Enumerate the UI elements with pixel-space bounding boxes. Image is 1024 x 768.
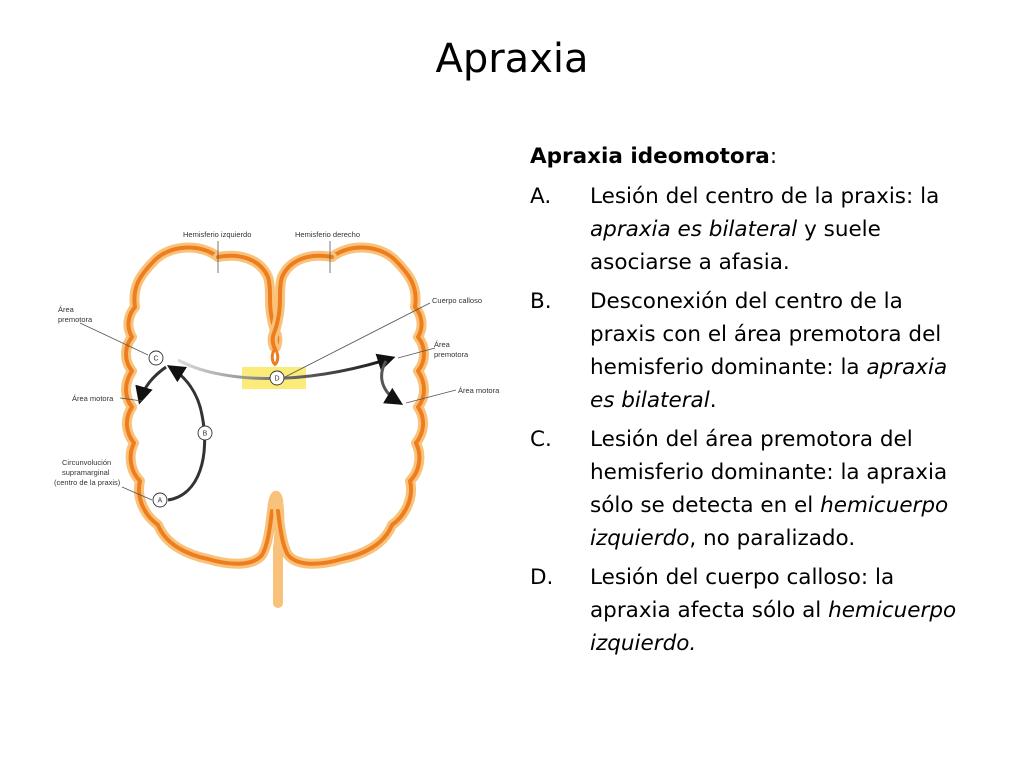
list-item: A. Lesión del centro de la praxis: la apraxia es bilateral y suele asociarse a afasia. (530, 180, 970, 279)
brain-coronal-diagram (40, 215, 510, 615)
label-supramarginal-3: (centro de la praxis) (54, 478, 121, 487)
label-motor-right: Área motora (458, 386, 500, 395)
svg-text:B: B (202, 430, 208, 438)
item-letter: D. (530, 565, 554, 590)
marker-b (198, 426, 212, 440)
marker-d (270, 371, 284, 385)
item-letter: A. (530, 184, 552, 209)
section-heading: Apraxia ideomotora: (530, 144, 778, 169)
list-item: D. Lesión del cuerpo calloso: la apraxia afecta sólo al hemicuerpo izquierdo. (530, 561, 970, 660)
list-item: B. Desconexión del centro de la praxis con el área premotora del hemisferio dominante: la apraxia es bilateral. (530, 285, 970, 417)
label-premotor-right-2: premotora (434, 350, 469, 359)
slide-title: Apraxia (435, 36, 589, 82)
label-premotor-left-2: premotora (58, 315, 93, 324)
label-motor-left: Área motora (72, 394, 114, 403)
label-premotor-left-1: Área (58, 305, 74, 314)
svg-text:A: A (157, 497, 163, 505)
left-premotor-motor-arrow (140, 367, 166, 401)
description-panel (530, 140, 970, 666)
svg-text:C: C (153, 355, 159, 363)
label-corpus-callosum: Cuerpo calloso (432, 296, 483, 305)
marker-c (149, 351, 163, 365)
label-left-hemisphere: Hemisferio izquierdo (183, 230, 252, 239)
label-right-hemisphere: Hemisferio derecho (295, 230, 361, 239)
svg-text:D: D (274, 375, 280, 383)
right-premotor-motor-arrow (382, 361, 400, 403)
list-item: C. Lesión del área premotora del hemisferio dominante: la apraxia sólo se detecta en el hemicuerpo izquierdo, no paralizado. (530, 423, 970, 555)
apraxia-cases-list (530, 180, 970, 660)
brain-diagram-svg (40, 215, 510, 615)
item-letter: C. (530, 427, 552, 452)
label-supramarginal-2: supramarginal (62, 468, 110, 477)
marker-a (153, 493, 167, 507)
label-premotor-right-1: Área (434, 340, 450, 349)
item-letter: B. (530, 289, 552, 314)
label-supramarginal-1: Circunvolución (62, 458, 112, 467)
